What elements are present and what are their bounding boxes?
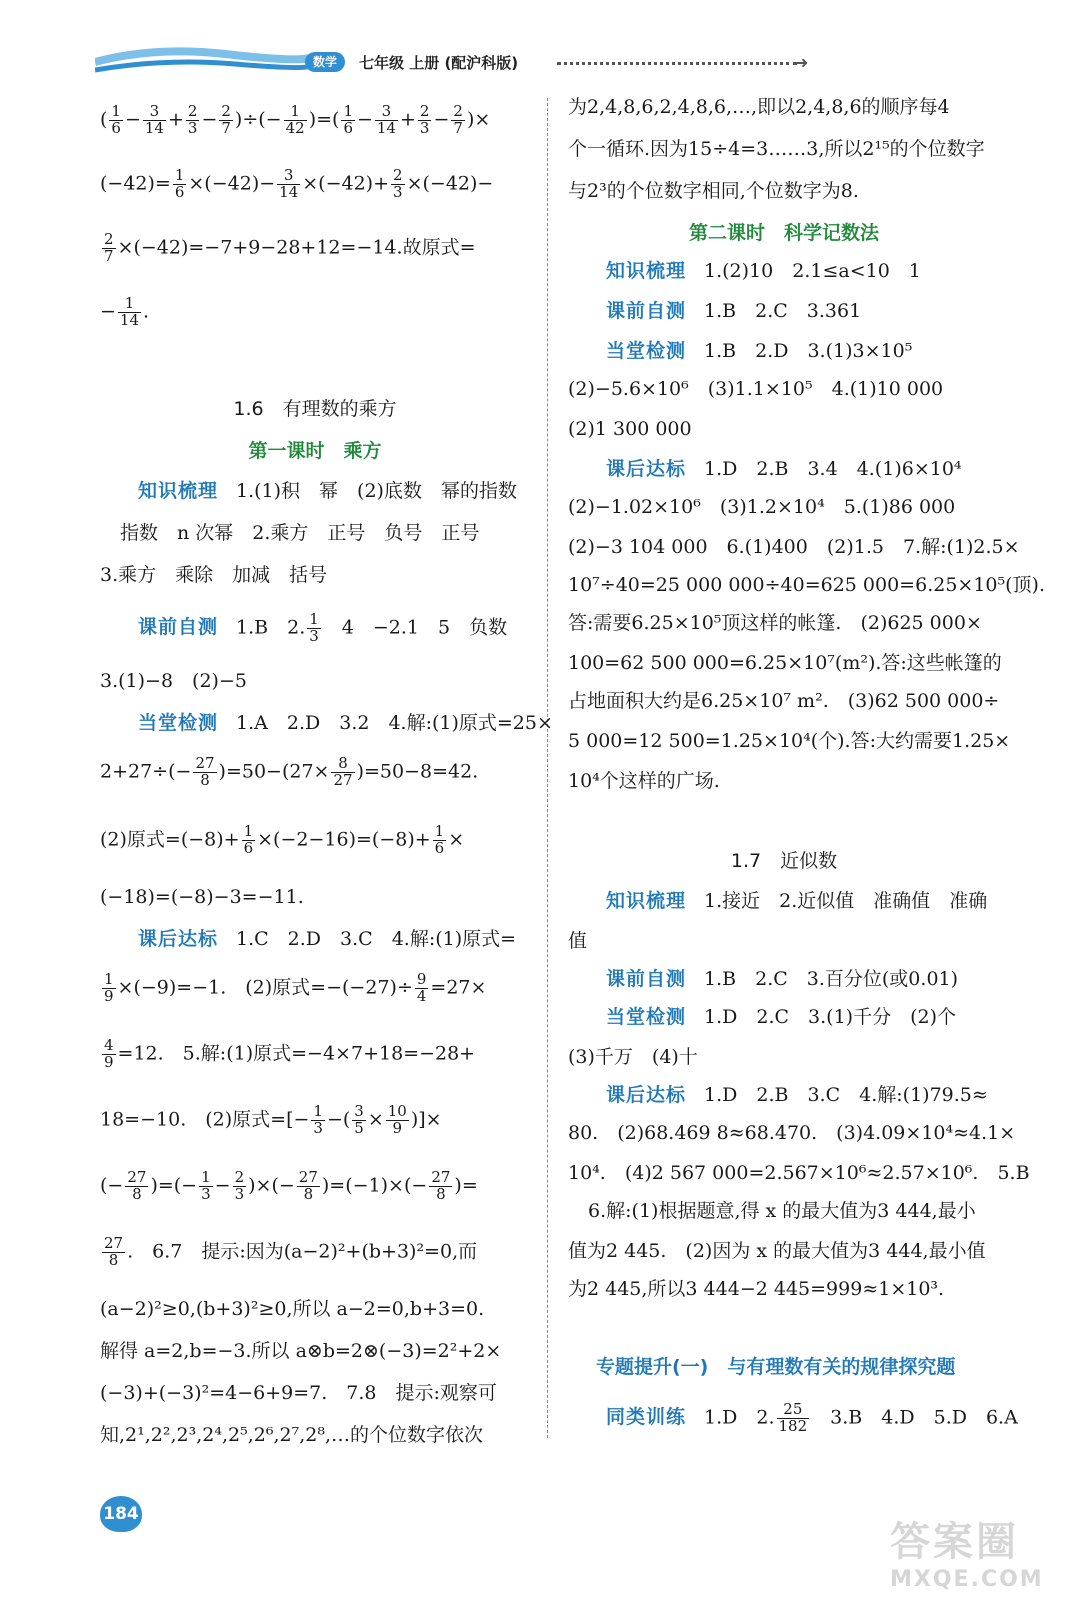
- text-line: (2)原式=(−8)+ $\frac{1}{6}$ ×(−2−16)=(−8)+ $\frac{1}{6}$ ×: [100, 822, 465, 857]
- fraction: $\frac{1}{3}$: [309, 610, 319, 645]
- text-line: 课后达标 1.C 2.D 3.C 4.解:(1)原式=: [138, 928, 517, 950]
- subject-badge: 数学: [305, 52, 345, 72]
- fraction: $\frac{1}{3}$: [313, 1102, 323, 1137]
- text-line: 10⁴. (4)2 567 000=2.567×10⁶≈2.57×10⁶. 5.B: [568, 1162, 1030, 1184]
- text-line: 值为2 445. (2)因为 x 的最大值为3 444,最小值: [568, 1240, 986, 1262]
- text-line: 18=−10. (2)原式=[− $\frac{1}{3}$ −( $\frac{3}{5}$ × $\frac{10}{9}$ )]×: [100, 1102, 442, 1137]
- text-line: (−3)+(−3)²=4−6+9=7. 7.8 提示:观察可: [100, 1382, 497, 1404]
- text-line: (−42)= $\frac{1}{6}$ ×(−42)− $\frac{3}{14}$ ×(−42)+ $\frac{2}{3}$ ×(−42)−: [100, 166, 494, 201]
- text-line: ( $\frac{1}{6}$ − $\frac{3}{14}$ + $\frac{2}{3}$ − $\frac{2}{7}$ )÷(− $\frac{1}{42}$ )=( $\frac{1}{6}$ − $\frac{3}{14}$ + $\frac{2}{3}$ − $\frac{2}{7}$ )×: [100, 102, 491, 137]
- fraction: $\frac{1}{6}$: [343, 102, 353, 137]
- text-line: (2)−1.02×10⁶ (3)1.2×10⁴ 5.(1)86 000: [568, 496, 956, 518]
- fraction: $\frac{27}{8}$: [431, 1168, 451, 1203]
- section-title: 1.7 近似数: [730, 850, 838, 872]
- fraction: $\frac{1}{6}$: [434, 822, 445, 857]
- text-line: 5 000=12 500=1.25×10⁴(个).答:大约需要1.25×: [568, 730, 1011, 752]
- section-tag: 课后达标: [606, 458, 687, 480]
- header-swoosh-decoration: [95, 44, 315, 80]
- fraction: $\frac{2}{7}$: [453, 102, 463, 137]
- text-line: (− $\frac{27}{8}$ )=(− $\frac{1}{3}$ − $\frac{2}{3}$ )×(− $\frac{27}{8}$ )=(−1)×(− $\frac{27}{8}$ )=: [100, 1168, 478, 1203]
- header-dotted-line: [557, 62, 797, 65]
- fraction: $\frac{2}{3}$: [419, 102, 430, 137]
- fraction: $\frac{2}{7}$: [104, 230, 114, 265]
- section-tag: 同类训练: [606, 1406, 687, 1429]
- text-line: 为2,4,8,6,2,4,8,6,…,即以2,4,8,6的顺序每4: [568, 96, 950, 118]
- fraction: $\frac{3}{5}$: [354, 1102, 364, 1137]
- fraction: $\frac{1}{6}$: [243, 822, 254, 857]
- fraction: $\frac{2}{7}$: [221, 102, 231, 137]
- fraction: $\frac{3}{14}$: [144, 102, 164, 137]
- text-line: (2)−3 104 000 6.(1)400 (2)1.5 7.解:(1)2.5×: [568, 536, 1020, 558]
- text-line: 值: [568, 930, 588, 952]
- fraction: $\frac{8}{27}$: [333, 754, 353, 789]
- text-line: 同类训练 1.D 2. $\frac{25}{182}$ 3.B 4.D 5.D 6.A: [606, 1400, 1018, 1435]
- text-line: 3.(1)−8 (2)−5: [100, 670, 247, 692]
- section-tag: 当堂检测: [138, 712, 219, 734]
- fraction: $\frac{1}{9}$: [104, 970, 114, 1005]
- text-line: 知识梳理 1.(1)积 幂 (2)底数 幂的指数: [138, 480, 517, 502]
- header-title: 七年级 上册 (配沪科版): [359, 54, 519, 72]
- section-tag: 知识梳理: [138, 480, 219, 502]
- fraction: $\frac{9}{4}$: [416, 970, 427, 1005]
- text-line: 当堂检测 1.B 2.D 3.(1)3×10⁵: [606, 340, 913, 362]
- text-line: 指数 n 次幂 2.乘方 正号 负号 正号: [120, 522, 480, 544]
- text-line: 个一循环.因为15÷4=3……3,所以2¹⁵的个位数字: [568, 138, 985, 160]
- text-line: 答:需要6.25×10⁵顶这样的帐篷. (2)625 000×: [568, 612, 982, 634]
- text-line: 3.乘方 乘除 加减 括号: [100, 564, 328, 586]
- section-tag: 课后达标: [606, 1084, 687, 1106]
- fraction: $\frac{1}{3}$: [201, 1168, 211, 1203]
- text-line: 课前自测 1.B 2.C 3.361: [606, 300, 862, 322]
- fraction: $\frac{27}{8}$: [298, 1168, 318, 1203]
- topic-title: 专题提升(一) 与有理数有关的规律探究题: [596, 1356, 956, 1378]
- text-line: 80. (2)68.469 8≈68.470. (3)4.09×10⁴≈4.1×: [568, 1122, 1016, 1144]
- page-number: 184: [100, 1496, 142, 1532]
- section-title: 1.6 有理数的乘方: [233, 398, 397, 420]
- text-line: 与2³的个位数字相同,个位数字为8.: [568, 180, 859, 202]
- section-tag: 当堂检测: [606, 340, 687, 362]
- lesson-title: 第二课时 科学记数法: [688, 222, 879, 244]
- text-line: 100=62 500 000=6.25×10⁷(m²).答:这些帐篷的: [568, 652, 1002, 674]
- text-line: $\frac{4}{9}$ =12. 5.解:(1)原式=−4×7+18=−28+: [104, 1036, 476, 1071]
- section-tag: 当堂检测: [606, 1006, 687, 1028]
- section-tag: 课后达标: [138, 928, 219, 950]
- text-line: 当堂检测 1.D 2.C 3.(1)千分 (2)个: [606, 1006, 956, 1028]
- text-line: 知识梳理 1.(2)10 2.1≤a<10 1: [606, 260, 921, 282]
- arrow-right-icon: ➜: [795, 53, 809, 72]
- text-line: − $\frac{1}{14}$ .: [100, 294, 150, 329]
- text-line: 课后达标 1.D 2.B 3.4 4.(1)6×10⁴: [606, 458, 962, 480]
- lesson-title: 第一课时 乘方: [248, 440, 382, 462]
- fraction: $\frac{1}{42}$: [285, 102, 305, 137]
- fraction: $\frac{2}{3}$: [234, 1168, 245, 1203]
- text-line: 6.解:(1)根据题意,得 x 的最大值为3 444,最小: [588, 1200, 976, 1222]
- text-line: $\frac{2}{7}$ ×(−42)=−7+9−28+12=−14.故原式=: [104, 230, 476, 265]
- fraction: $\frac{3}{14}$: [279, 166, 299, 201]
- text-line: (2)−5.6×10⁶ (3)1.1×10⁵ 4.(1)10 000: [568, 378, 944, 400]
- section-tag: 课前自测: [606, 300, 687, 322]
- text-line: 课前自测 1.B 2.C 3.百分位(或0.01): [606, 968, 959, 990]
- text-line: $\frac{27}{8}$ . 6.7 提示:因为(a−2)²+(b+3)²=0,而: [104, 1234, 478, 1269]
- text-line: 知,2¹,2²,2³,2⁴,2⁵,2⁶,2⁷,2⁸,…的个位数字依次: [100, 1424, 483, 1446]
- fraction: $\frac{27}{8}$: [127, 1168, 147, 1203]
- fraction: $\frac{3}{14}$: [376, 102, 396, 137]
- fraction: $\frac{27}{8}$: [195, 754, 215, 789]
- fraction: $\frac{1}{14}$: [119, 294, 140, 329]
- text-line: 课前自测 1.B 2. $\frac{1}{3}$ 4 −2.1 5 负数: [138, 610, 508, 645]
- fraction: $\frac{2}{3}$: [393, 166, 403, 201]
- section-tag: 课前自测: [138, 616, 219, 639]
- text-line: 为2 445,所以3 444−2 445=999≈1×10³.: [568, 1278, 945, 1300]
- text-line: (a−2)²≥0,(b+3)²≥0,所以 a−2=0,b+3=0.: [100, 1298, 485, 1320]
- fraction: $\frac{1}{6}$: [174, 166, 185, 201]
- fraction: $\frac{27}{8}$: [104, 1234, 124, 1269]
- text-line: 知识梳理 1.接近 2.近似值 准确值 准确: [606, 890, 988, 912]
- text-line: (3)千万 (4)十: [568, 1046, 698, 1068]
- text-line: (2)1 300 000: [568, 418, 692, 440]
- fraction: $\frac{10}{9}$: [387, 1102, 407, 1137]
- text-line: (−18)=(−8)−3=−11.: [100, 886, 304, 908]
- column-divider: [547, 98, 548, 1438]
- text-line: 2+27÷(− $\frac{27}{8}$ )=50−(27× $\frac{8}{27}$ )=50−8=42.: [100, 754, 479, 789]
- text-line: 当堂检测 1.A 2.D 3.2 4.解:(1)原式=25×: [138, 712, 553, 734]
- text-line: 10⁴个这样的广场.: [568, 770, 720, 792]
- section-tag: 知识梳理: [606, 260, 687, 282]
- text-line: 10⁷÷40=25 000 000÷40=625 000=6.25×10⁵(顶).: [568, 574, 1045, 596]
- fraction: $\frac{1}{6}$: [111, 102, 121, 137]
- fraction: $\frac{2}{3}$: [187, 102, 198, 137]
- fraction: $\frac{25}{182}$: [778, 1400, 808, 1435]
- text-line: 解得 a=2,b=−3.所以 a⊗b=2⊗(−3)=2²+2×: [100, 1340, 502, 1362]
- text-line: 占地面积大约是6.25×10⁷ m². (3)62 500 000÷: [568, 690, 1000, 712]
- section-tag: 知识梳理: [606, 890, 687, 912]
- section-tag: 课前自测: [606, 968, 687, 990]
- text-line: $\frac{1}{9}$ ×(−9)=−1. (2)原式=−(−27)÷ $\frac{9}{4}$ =27×: [104, 970, 487, 1005]
- fraction: $\frac{4}{9}$: [104, 1036, 114, 1071]
- page-header: [95, 44, 809, 80]
- text-line: 课后达标 1.D 2.B 3.C 4.解:(1)79.5≈: [606, 1084, 988, 1106]
- watermark-logo: 答案圈 MXQE.COM: [890, 1519, 1044, 1592]
